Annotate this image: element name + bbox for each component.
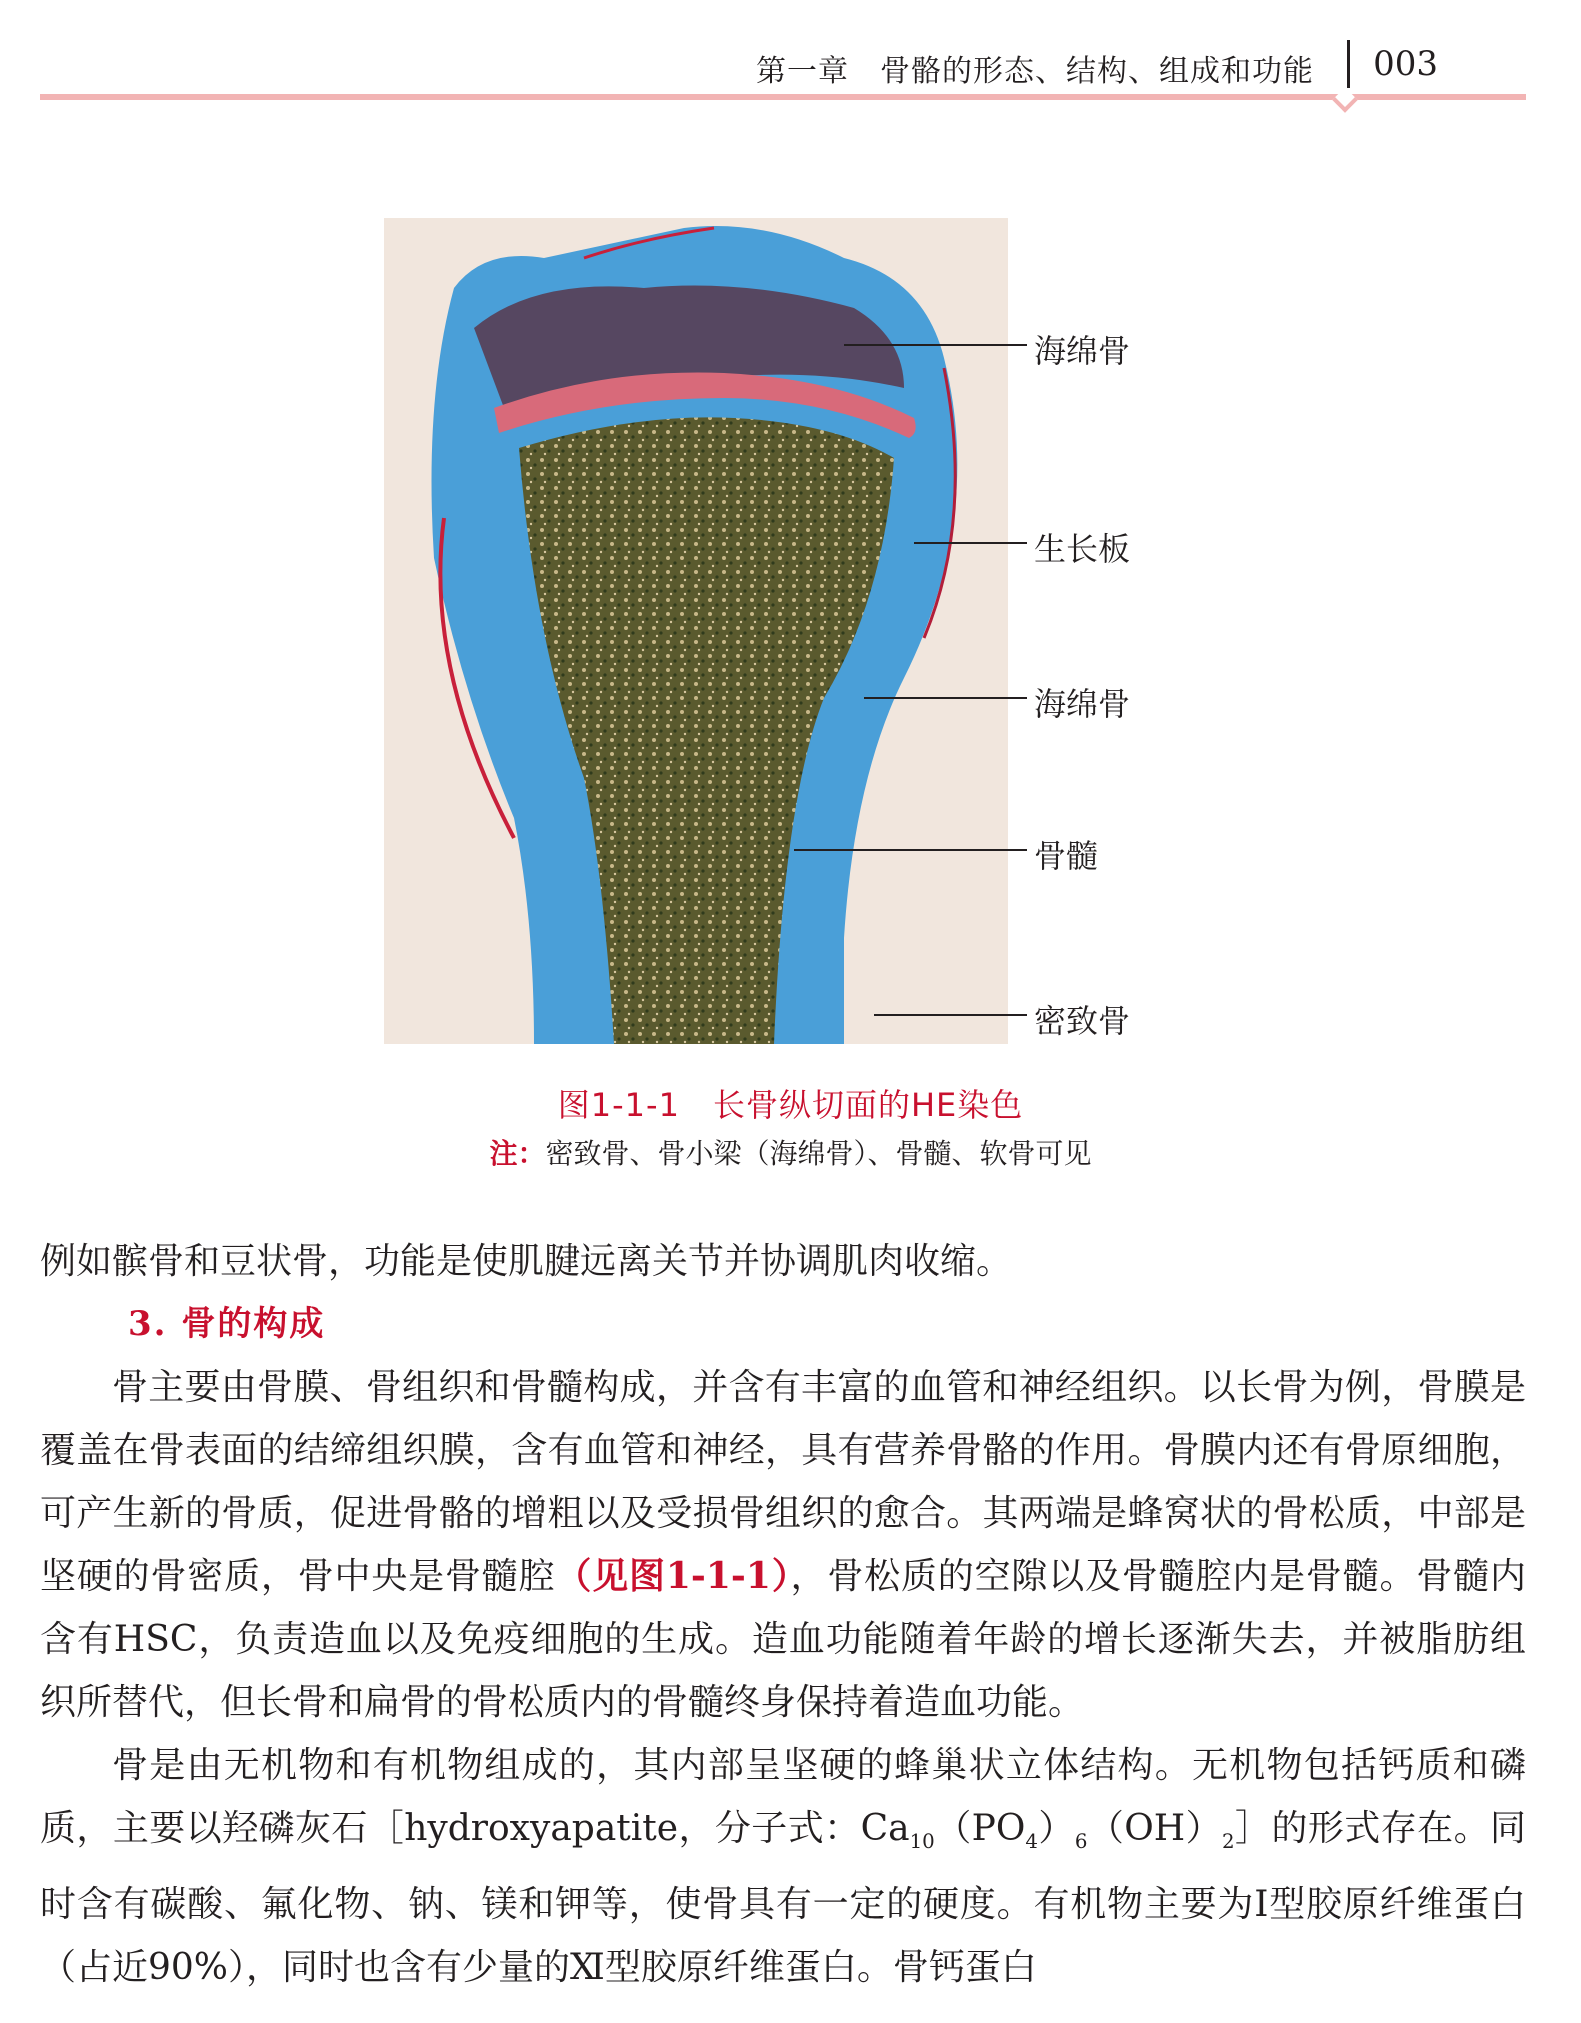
continuation-paragraph: 例如髌骨和豆状骨，功能是使肌腱远离关节并协调肌肉收缩。 (40, 1241, 1013, 1282)
note-label: 注： (489, 1137, 546, 1170)
callout-growth-plate: 生长板 (1034, 530, 1131, 568)
body-text (40, 1230, 1526, 1999)
paragraph-text: 骨主要由骨膜、骨组织和骨髓构成，并含有丰富的血管和神经组织。以长骨为例，骨膜是覆盖在骨表面的结缔组织膜，含有血管和神经，具有营养骨骼的作用。骨膜内还有骨原细胞，可产生新的骨质，促进骨骼的增粗以及受损骨组织的愈合。其两端是蜂窝状的骨松质，中部是坚硬的骨密质，骨中央是骨髓腔 (40, 1367, 1526, 1597)
subscript: 4 (1025, 1830, 1038, 1854)
paragraph-text: （PO (934, 1808, 1026, 1849)
figure-reference[interactable]: （见图1-1-1） (555, 1555, 791, 1597)
paragraph-text: （OH） (1087, 1808, 1223, 1849)
paragraph-text: ） (1037, 1808, 1075, 1849)
paragraph-text: ，骨松质的空隙以及骨髓腔内是骨髓。骨髓内含有HSC，负责造血以及免疫细胞的生成。造血功能随着年龄的增长逐渐失去，并被脂肪组织所替代，但长骨和扁骨的骨松质内的骨髓终身保持着造血功能。 (40, 1556, 1526, 1723)
paragraph-materials (40, 1734, 1526, 1999)
figure-note (0, 1132, 1581, 1172)
page-number: 003 (1373, 44, 1438, 84)
subscript: 10 (909, 1830, 935, 1854)
note-text: 密致骨、骨小梁（海绵骨）、骨髓、软骨可见 (545, 1137, 1092, 1170)
subscript: 6 (1074, 1830, 1088, 1854)
chapter-title: 第一章 骨骼的形态、结构、组成和功能 (756, 54, 1314, 89)
callout-cancellous-bone-mid: 海绵骨 (1034, 685, 1131, 723)
subscript: 2 (1222, 1830, 1235, 1854)
section-heading: 3. 骨的构成 (128, 1304, 326, 1344)
paragraph-text: 骨是由无机物和有机物组成的，其内部呈坚硬的蜂巢状立体结构。无机物包括钙质和磷质，主要以羟磷灰石［hydroxyapatite，分子式：Ca (40, 1745, 1526, 1849)
callout-bone-marrow: 骨髓 (1034, 837, 1099, 875)
callout-cancellous-bone-top: 海绵骨 (1034, 332, 1131, 370)
figure-caption: 图1-1-1 长骨纵切面的HE染色 (557, 1086, 1024, 1124)
callout-compact-bone: 密致骨 (1034, 1002, 1131, 1040)
paragraph-composition (40, 1356, 1526, 1734)
paragraph-text: ］的形式存在。同时含有碳酸、氟化物、钠、镁和钾等，使骨具有一定的硬度。有机物主要为Ⅰ型胶原纤维蛋白（占近90%），同时也含有少量的Ⅺ型胶原纤维蛋白。骨钙蛋白 (40, 1808, 1526, 1989)
